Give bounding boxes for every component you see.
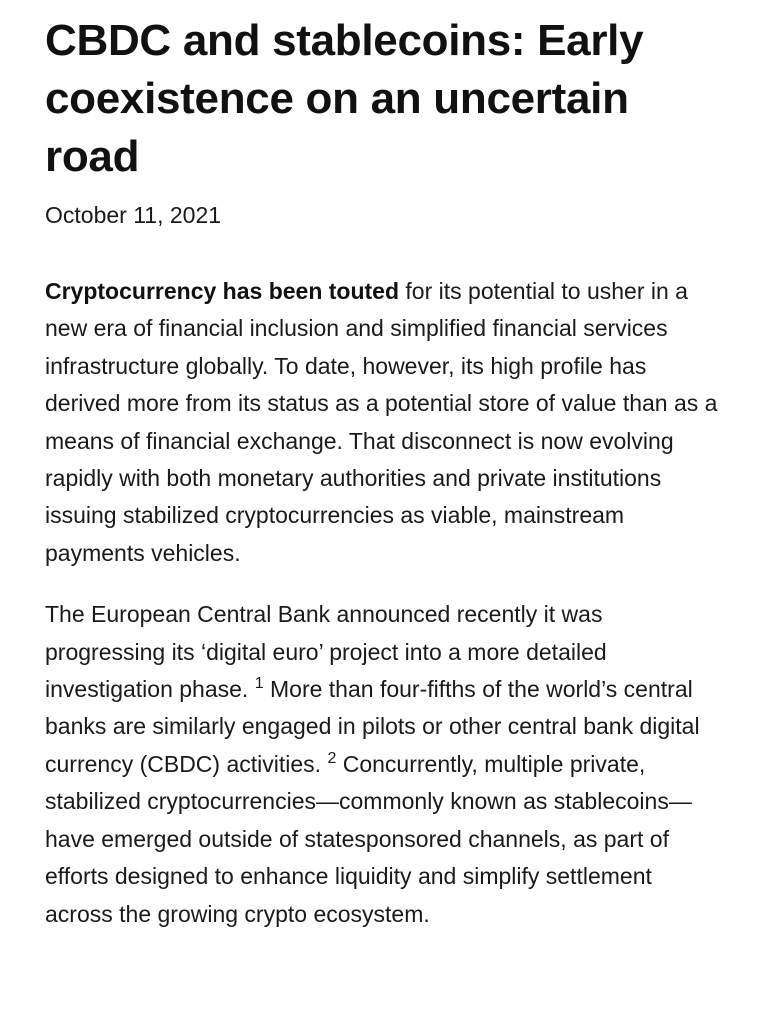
paragraph-intro-text: for its potential to usher in a new era of financial inclusion and simplified financial services infrastructure globally. To date, however, its high profile has derived more from its status as a potential store of value than as a means of financial exchange. That disconnect is now evolving rapidly with both monetary authorities and private institutions issuing stabilized cryptocurrencies as viable, mainstream payments vehicles. xyxy=(45,278,718,566)
paragraph-body-text-3: Concurrently, multiple private, stabilized cryptocurrencies—commonly known as stablecoins—have emerged outside of statesponsored channels, as part of efforts designed to enhance liquidity and simplify settlement across the growing crypto ecosystem. xyxy=(45,750,692,927)
article-date: October 11, 2021 xyxy=(45,202,222,228)
footnote-ref-2[interactable]: 2 xyxy=(327,749,337,767)
paragraph-body-text-1: The European Central Bank announced recently it was progressing its ‘digital euro’ project into a more detailed investigation phase. xyxy=(45,601,607,703)
footnote-ref-1[interactable]: 1 xyxy=(254,675,264,693)
article-title: CBDC and stablecoins: Early coexistence on an uncertain road xyxy=(45,16,644,181)
paragraph-intro xyxy=(45,273,723,572)
lead-phrase: Cryptocurrency has been touted xyxy=(45,278,400,304)
paragraph-body xyxy=(45,596,723,933)
paragraph-body-text-2: More than four-fifths of the world’s central banks are similarly engaged in pilots or other central bank digital currency (CBDC) activities. xyxy=(45,676,700,777)
